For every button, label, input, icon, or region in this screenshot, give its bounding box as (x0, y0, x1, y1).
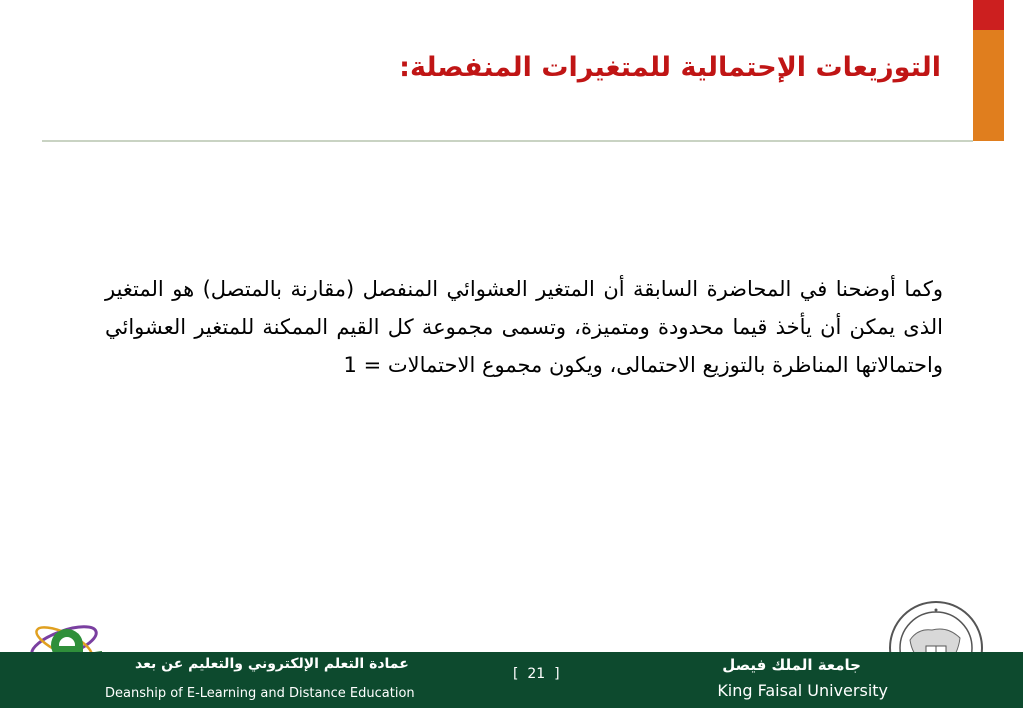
university-name-english: King Faisal University (717, 681, 888, 700)
university-name-arabic: جامعة الملك فيصل (722, 656, 861, 674)
slide-title: التوزيعات الإحتمالية للمتغيرات المنفصلة: (399, 52, 941, 83)
deanship-name-english: Deanship of E-Learning and Distance Education (105, 686, 415, 701)
title-divider (42, 140, 973, 142)
slide-body-text: وكما أوضحنا في المحاضرة السابقة أن المتغير العشوائي المنفصل (مقارنة بالمتصل) هو المتغير الذى يمكن أن يأخذ قيما محدودة ومتميزة، وتسمى مجموعة كل القيم الممكنة للمتغير العشوائي واحتمالاتها المناظرة بالتوزيع الاحتمالى، ويكون مجموع الاحتمالات = 1 (105, 277, 943, 377)
accent-bar-red (973, 0, 1004, 30)
footer-bar (0, 652, 1023, 708)
deanship-name-arabic: عمادة التعلم الإلكتروني والتعليم عن بعد (135, 656, 409, 672)
accent-bar-orange (973, 30, 1004, 141)
page-number: [ 21 ] (513, 666, 560, 682)
